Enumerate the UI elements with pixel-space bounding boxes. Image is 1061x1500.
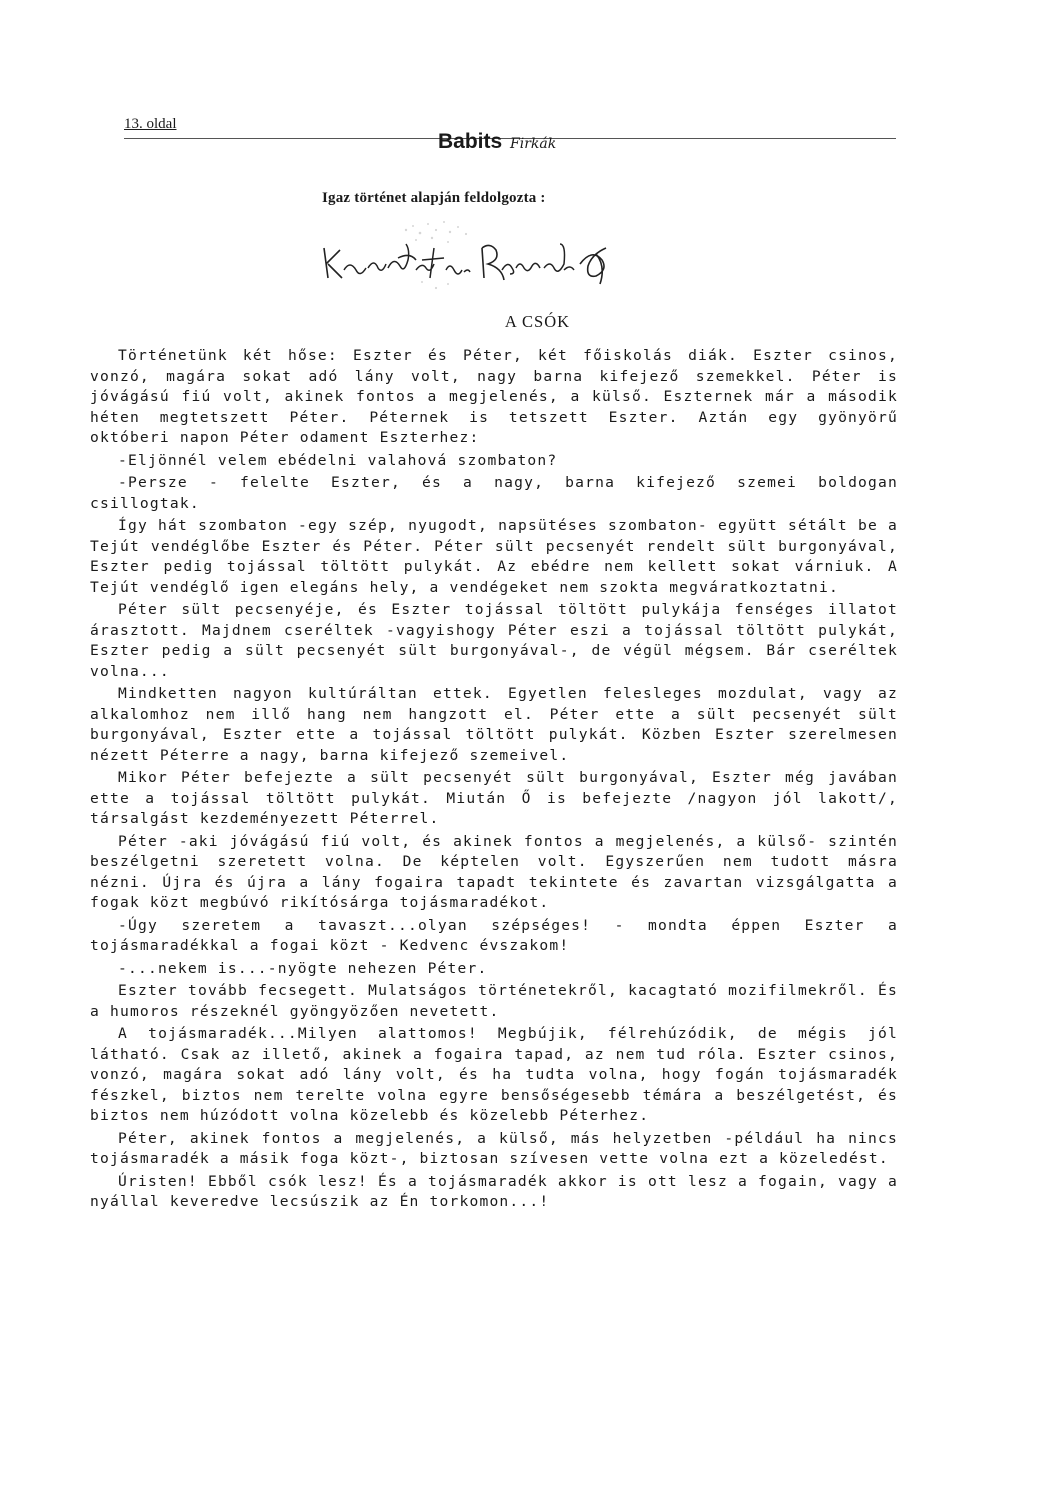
story-title: A CSÓK bbox=[504, 312, 571, 331]
paragraph: Mikor Péter befejezte a sült pecsenyét sült burgonyával, Eszter még javában ette a tojással töltött pulykát. Miután Ő is befejezte /nagyon jól lakott/, társalgást kezdeményezett Péterrel. bbox=[90, 769, 898, 827]
paragraph: -...nekem is...-nyögte nehezen Péter. bbox=[118, 959, 488, 977]
paragraph: Mindketten nagyon kultúráltan ettek. Egyetlen felesleges mozdulat, vagy az alkalomhoz nem illő hang nem hangzott el. Péter ette a sült pecsenyét sült burgonyával, Eszter ette a tojással töltött pulykát. Közben Eszter szerelmesen nézett Péterre a nagy, barna kifejező szemeivel. bbox=[90, 685, 898, 764]
paragraph: Péter, akinek fontos a megjelenés, a külső, más helyzetben -például ha nincs tojásmaradék a másik foga közt-, biztosan szívesen vette volna ezt a közeledést. bbox=[90, 1129, 898, 1167]
paragraph: Így hát szombaton -egy szép, nyugodt, napsütéses szombaton- együtt sétált be a Tejút vendéglőbe Eszter és Péter. Péter sült pecsenyét rendelt sült burgonyával, Eszter pedig tojással töltött pulykát. Az ebédre nem kellett sokat várniuk. A Tejút vendéglő igen elegáns hely, a vendégeket nem szokta megváratkoztatni. bbox=[90, 517, 898, 596]
paragraph: A tojásmaradék...Milyen alattomos! Megbújik, félrehúzódik, de mégis jól látható. Csak az illető, akinek a fogaira tapad, az nem tud róla. Eszter csinos, vonzó, magára sokat adó lány volt, és ha tudta volna, hogy fogán tojásmaradék fészkel, biztos nem terelte volna egyre bensőségesebb témára a beszélgetést, és biztos nem húzódott volna közelebb és közelebb Péterhez. bbox=[90, 1025, 898, 1124]
journal-title bbox=[438, 130, 556, 154]
paragraph: -Eljönnél velem ebédelni valahová szombaton? bbox=[118, 451, 558, 469]
page-header bbox=[124, 116, 896, 162]
paragraph: -Persze - felelte Eszter, és a nagy, barna kifejező szemei boldogan csillogtak. bbox=[90, 474, 898, 512]
paragraph: Péter -aki jóvágású fiú volt, és akinek fontos a megjelenés, a külső- szintén beszélgetni szeretett volna. De képtelen volt. Egyszerűen nem tudott másra nézni. Újra és újra a lány fogaira tapadt tekintete és zavartan vizsgálgatta a fogak közt megbúvó rikítósárga tojásmaradékot. bbox=[90, 832, 898, 911]
story-body bbox=[90, 346, 898, 1215]
journal-title-text: Babits bbox=[438, 130, 503, 153]
paragraph: -Úgy szeretem a tavaszt...olyan szépséges! - mondta éppen Eszter a tojásmaradékkal a fogai közt - Kedvenc évszakom! bbox=[90, 916, 898, 954]
handwritten-signature bbox=[318, 218, 628, 296]
paragraph: Eszter tovább fecsegett. Mulatságos történetekről, kacagtató mozifilmekről. És a humoros részeknél gyöngyözően nevetett. bbox=[90, 982, 898, 1020]
paragraph: Péter sült pecsenyéje, és Eszter tojással töltött pulykája fenséges illatot árasztott. Majdnem cseréltek -vagyishogy Péter eszi a tojással töltött pulykát, Eszter pedig a sült pecsenyét sült burgonyával-, de végül mégsem. Bár cseréltek volna... bbox=[90, 601, 898, 680]
page-number: 13. oldal bbox=[124, 116, 177, 132]
byline: Igaz történet alapján feldolgozta : bbox=[322, 190, 546, 206]
paragraph: Úristen! Ebből csók lesz! És a tojásmaradék akkor is ott lesz a fogain, vagy a nyállal keveredve lecsúszik az Én torkomon...! bbox=[90, 1172, 898, 1210]
journal-subtitle: Firkák bbox=[510, 136, 557, 152]
paragraph: Történetünk két hőse: Eszter és Péter, két főiskolás diák. Eszter csinos, vonzó, magára sokat adó lány volt, nagy barna kifejező szemekkel. Péter is jóvágású fiú volt, akinek fontos a megjelenés, a külső. Eszternek már a második héten megtetszett Péter. Péternek is tetszett Eszter. Aztán egy gyönyörű októberi napon Péter odament Eszterhez: bbox=[90, 347, 898, 446]
